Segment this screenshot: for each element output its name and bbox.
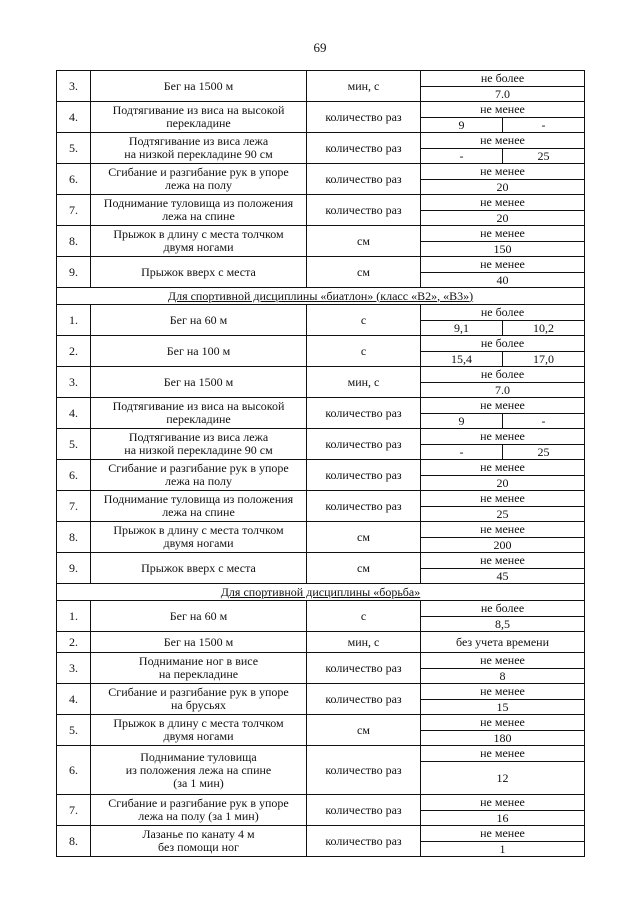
standard-row bbox=[57, 336, 585, 367]
unit-of-measure: с bbox=[307, 336, 421, 367]
exercise-name-line: Подтягивание из виса на высокой bbox=[112, 103, 285, 117]
exercise-name-line: Поднимание ног в висе bbox=[138, 654, 259, 668]
unit-of-measure: с bbox=[307, 601, 421, 632]
norm-condition: не менее bbox=[421, 746, 584, 762]
norm-value-cell bbox=[421, 491, 585, 522]
norm-condition: не более bbox=[421, 601, 584, 617]
norm-value: 180 bbox=[493, 731, 512, 745]
unit-of-measure: количество раз bbox=[307, 795, 421, 826]
exercise-name-line: лежа на полу bbox=[165, 474, 232, 488]
norm-value: 25 bbox=[502, 445, 584, 459]
exercise-name-line: Сгибание и разгибание рук в упоре bbox=[108, 165, 289, 179]
unit-of-measure: см bbox=[307, 553, 421, 584]
norm-value-cell bbox=[421, 195, 585, 226]
norm-value: без учета времени bbox=[456, 635, 549, 649]
norm-condition: не более bbox=[421, 305, 584, 321]
norm-value-cell bbox=[421, 305, 585, 336]
standard-row bbox=[57, 429, 585, 460]
exercise-name-line: на брусьях bbox=[170, 698, 226, 712]
section-header-cell bbox=[57, 584, 585, 601]
exercise-name bbox=[91, 164, 307, 195]
norm-value: 7.0 bbox=[495, 383, 510, 397]
norm-value: - bbox=[502, 118, 584, 132]
row-number: 2. bbox=[57, 336, 91, 367]
norm-values-split bbox=[421, 445, 584, 459]
exercise-name bbox=[91, 133, 307, 164]
standard-row bbox=[57, 195, 585, 226]
norm-value: 20 bbox=[496, 476, 509, 490]
norm-value: - bbox=[502, 414, 584, 428]
exercise-name bbox=[91, 429, 307, 460]
norm-value: - bbox=[459, 149, 464, 163]
norm-value: 17,0 bbox=[502, 352, 584, 366]
exercise-name-line: лежа на полу bbox=[165, 178, 232, 192]
unit-of-measure: количество раз bbox=[307, 398, 421, 429]
exercise-name bbox=[91, 553, 307, 584]
exercise-name-line: на низкой перекладине 90 см bbox=[124, 147, 273, 161]
norm-value: 25 bbox=[502, 149, 584, 163]
exercise-name-line: лежа на полу (за 1 мин) bbox=[138, 809, 259, 823]
norm-condition: не менее bbox=[421, 553, 584, 569]
standard-row bbox=[57, 684, 585, 715]
exercise-name bbox=[91, 226, 307, 257]
row-number: 2. bbox=[57, 632, 91, 653]
standard-row bbox=[57, 826, 585, 857]
row-number: 4. bbox=[57, 684, 91, 715]
norm-value: 7.0 bbox=[495, 87, 510, 101]
exercise-name-line: Сгибание и разгибание рук в упоре bbox=[108, 685, 289, 699]
exercise-name-line: двумя ногами bbox=[163, 536, 234, 550]
norm-value-cell bbox=[421, 71, 585, 102]
exercise-name-line: Бег на 100 м bbox=[166, 343, 231, 358]
row-number: 4. bbox=[57, 398, 91, 429]
norm-value: 15 bbox=[496, 700, 509, 714]
norm-condition: не более bbox=[421, 336, 584, 352]
exercise-name-line: лежа на спине bbox=[162, 505, 235, 519]
exercise-name-line: Бег на 1500 м bbox=[163, 78, 234, 93]
norm-value-cell bbox=[421, 826, 585, 857]
standard-row bbox=[57, 460, 585, 491]
norm-condition: не менее bbox=[421, 398, 584, 414]
row-number: 3. bbox=[57, 367, 91, 398]
norm-value: 16 bbox=[496, 811, 509, 825]
norm-value-cell bbox=[421, 746, 585, 795]
exercise-name-line: без помощи ног bbox=[158, 840, 239, 854]
standard-row bbox=[57, 226, 585, 257]
norm-values-split bbox=[421, 118, 584, 132]
exercise-name-line: (за 1 мин) bbox=[173, 775, 224, 790]
exercise-name-line: Прыжок в длину с места толчком bbox=[113, 523, 284, 537]
standard-row bbox=[57, 133, 585, 164]
exercise-name bbox=[91, 746, 307, 795]
exercise-name-line: Прыжок вверх с места bbox=[141, 264, 256, 279]
section-header-cell bbox=[57, 288, 585, 305]
norm-condition: не менее bbox=[421, 522, 584, 538]
norm-value: 8 bbox=[499, 669, 506, 683]
standards-table bbox=[56, 70, 585, 857]
exercise-name-line: Сгибание и разгибание рук в упоре bbox=[108, 461, 289, 475]
unit-of-measure: количество раз bbox=[307, 653, 421, 684]
exercise-name bbox=[91, 684, 307, 715]
unit-of-measure: см bbox=[307, 715, 421, 746]
row-number: 9. bbox=[57, 553, 91, 584]
row-number: 6. bbox=[57, 460, 91, 491]
exercise-name-line: Подтягивание из виса лежа bbox=[128, 134, 269, 148]
norm-value-cell bbox=[421, 601, 585, 632]
exercise-name-line: Бег на 60 м bbox=[169, 608, 228, 623]
norm-value-cell bbox=[421, 632, 585, 653]
standard-row bbox=[57, 305, 585, 336]
unit-of-measure: см bbox=[307, 226, 421, 257]
section-header-row bbox=[57, 584, 585, 601]
norm-condition: не менее bbox=[421, 133, 584, 149]
unit-of-measure: количество раз bbox=[307, 195, 421, 226]
exercise-name-line: двумя ногами bbox=[163, 729, 234, 743]
row-number: 6. bbox=[57, 164, 91, 195]
row-number: 5. bbox=[57, 715, 91, 746]
exercise-name-line: Бег на 1500 м bbox=[163, 374, 234, 389]
exercise-name-line: лежа на спине bbox=[162, 209, 235, 223]
exercise-name bbox=[91, 305, 307, 336]
exercise-name bbox=[91, 102, 307, 133]
norm-condition: не менее bbox=[421, 684, 584, 700]
norm-condition: не менее bbox=[421, 164, 584, 180]
row-number: 7. bbox=[57, 491, 91, 522]
norm-value-cell bbox=[421, 653, 585, 684]
norm-value: 12 bbox=[496, 771, 509, 785]
norm-condition: не менее bbox=[421, 715, 584, 731]
standard-row bbox=[57, 653, 585, 684]
exercise-name bbox=[91, 257, 307, 288]
unit-of-measure: количество раз bbox=[307, 746, 421, 795]
standard-row bbox=[57, 257, 585, 288]
norm-values-split bbox=[421, 321, 584, 335]
unit-of-measure: см bbox=[307, 522, 421, 553]
row-number: 5. bbox=[57, 429, 91, 460]
exercise-name bbox=[91, 367, 307, 398]
standard-row bbox=[57, 746, 585, 795]
norm-value-cell bbox=[421, 795, 585, 826]
exercise-name-line: Подтягивание из виса на высокой bbox=[112, 399, 285, 413]
norm-value-cell bbox=[421, 553, 585, 584]
exercise-name bbox=[91, 601, 307, 632]
norm-value: 20 bbox=[496, 180, 509, 194]
norm-value: 25 bbox=[496, 507, 509, 521]
norm-condition: не менее bbox=[421, 795, 584, 811]
norm-value-cell bbox=[421, 460, 585, 491]
exercise-name-line: Бег на 1500 м bbox=[163, 634, 234, 649]
norm-value-cell bbox=[421, 102, 585, 133]
exercise-name bbox=[91, 398, 307, 429]
standard-row bbox=[57, 491, 585, 522]
unit-of-measure: см bbox=[307, 257, 421, 288]
exercise-name-line: перекладине bbox=[166, 116, 231, 130]
norm-value: 20 bbox=[496, 211, 509, 225]
row-number: 1. bbox=[57, 601, 91, 632]
row-number: 4. bbox=[57, 102, 91, 133]
standards-table-body bbox=[57, 71, 585, 857]
unit-of-measure: количество раз bbox=[307, 826, 421, 857]
exercise-name bbox=[91, 715, 307, 746]
norm-values-split bbox=[421, 149, 584, 163]
unit-of-measure: с bbox=[307, 305, 421, 336]
norm-value: 9,1 bbox=[454, 321, 469, 335]
norm-condition: не менее bbox=[421, 653, 584, 669]
norm-value-cell bbox=[421, 336, 585, 367]
norm-condition: не менее bbox=[421, 826, 584, 842]
row-number: 3. bbox=[57, 653, 91, 684]
norm-value-cell bbox=[421, 133, 585, 164]
row-number: 3. bbox=[57, 71, 91, 102]
row-number: 1. bbox=[57, 305, 91, 336]
norm-value-cell bbox=[421, 715, 585, 746]
row-number: 9. bbox=[57, 257, 91, 288]
norm-value-cell bbox=[421, 398, 585, 429]
standard-row bbox=[57, 795, 585, 826]
norm-value-cell bbox=[421, 367, 585, 398]
standard-row bbox=[57, 715, 585, 746]
standard-row bbox=[57, 632, 585, 653]
unit-of-measure: мин, с bbox=[307, 71, 421, 102]
unit-of-measure: количество раз bbox=[307, 429, 421, 460]
exercise-name-line: Прыжок в длину с места толчком bbox=[113, 716, 284, 730]
norm-value-cell bbox=[421, 429, 585, 460]
exercise-name-line: Прыжок в длину с места толчком bbox=[113, 227, 284, 241]
exercise-name bbox=[91, 195, 307, 226]
norm-condition: не более bbox=[421, 71, 584, 87]
exercise-name-line: Лазанье по канату 4 м bbox=[142, 827, 255, 841]
exercise-name-line: Поднимание туловища из положения bbox=[103, 196, 294, 210]
standard-row bbox=[57, 71, 585, 102]
norm-value-cell bbox=[421, 257, 585, 288]
norm-condition: не менее bbox=[421, 195, 584, 211]
exercise-name-line: из положения лежа на спине bbox=[125, 762, 272, 777]
exercise-name-line: Прыжок вверх с места bbox=[141, 560, 256, 575]
norm-value: 150 bbox=[493, 242, 512, 256]
exercise-name bbox=[91, 491, 307, 522]
row-number: 6. bbox=[57, 746, 91, 795]
norm-condition: не менее bbox=[421, 257, 584, 273]
standard-row bbox=[57, 367, 585, 398]
exercise-name bbox=[91, 522, 307, 553]
row-number: 8. bbox=[57, 826, 91, 857]
row-number: 8. bbox=[57, 226, 91, 257]
unit-of-measure: мин, с bbox=[307, 632, 421, 653]
norm-value: 9 bbox=[458, 118, 465, 132]
norm-value: 1 bbox=[499, 842, 506, 856]
norm-value: - bbox=[459, 445, 464, 459]
norm-condition: не менее bbox=[421, 226, 584, 242]
norm-value: 9 bbox=[458, 414, 465, 428]
section-header: Для спортивной дисциплины «борьба» bbox=[220, 584, 421, 599]
standard-row bbox=[57, 522, 585, 553]
standard-row bbox=[57, 102, 585, 133]
norm-condition: не менее bbox=[421, 460, 584, 476]
norm-value: 200 bbox=[493, 538, 512, 552]
norm-values-split bbox=[421, 414, 584, 428]
exercise-name-line: на перекладине bbox=[158, 667, 239, 681]
row-number: 8. bbox=[57, 522, 91, 553]
unit-of-measure: мин, с bbox=[307, 367, 421, 398]
norm-condition: не менее bbox=[421, 429, 584, 445]
norm-condition: не менее bbox=[421, 102, 584, 118]
row-number: 7. bbox=[57, 195, 91, 226]
exercise-name bbox=[91, 653, 307, 684]
section-header: Для спортивной дисциплины «биатлон» (класс «B2», «B3») bbox=[167, 288, 474, 303]
exercise-name bbox=[91, 795, 307, 826]
norm-value-cell bbox=[421, 684, 585, 715]
exercise-name bbox=[91, 826, 307, 857]
standard-row bbox=[57, 553, 585, 584]
unit-of-measure: количество раз bbox=[307, 133, 421, 164]
unit-of-measure: количество раз bbox=[307, 102, 421, 133]
exercise-name bbox=[91, 71, 307, 102]
exercise-name-line: Поднимание туловища bbox=[140, 749, 257, 764]
exercise-name-line: Бег на 60 м bbox=[169, 312, 228, 327]
row-number: 5. bbox=[57, 133, 91, 164]
row-number: 7. bbox=[57, 795, 91, 826]
unit-of-measure: количество раз bbox=[307, 164, 421, 195]
norm-value: 40 bbox=[496, 273, 509, 287]
norm-condition: не более bbox=[421, 367, 584, 383]
norm-value: 45 bbox=[496, 569, 509, 583]
norm-value: 15,4 bbox=[451, 352, 472, 366]
exercise-name bbox=[91, 460, 307, 491]
unit-of-measure: количество раз bbox=[307, 684, 421, 715]
standard-row bbox=[57, 164, 585, 195]
standard-row bbox=[57, 398, 585, 429]
norm-condition: не менее bbox=[421, 491, 584, 507]
exercise-name-line: на низкой перекладине 90 см bbox=[124, 443, 273, 457]
exercise-name-line: двумя ногами bbox=[163, 240, 234, 254]
exercise-name-line: Подтягивание из виса лежа bbox=[128, 430, 269, 444]
exercise-name bbox=[91, 632, 307, 653]
norm-value: 10,2 bbox=[502, 321, 584, 335]
exercise-name-line: Поднимание туловища из положения bbox=[103, 492, 294, 506]
page-number: 69 bbox=[313, 40, 327, 55]
norm-values-split bbox=[421, 352, 584, 366]
section-header-row bbox=[57, 288, 585, 305]
exercise-name bbox=[91, 336, 307, 367]
norm-value-cell bbox=[421, 164, 585, 195]
unit-of-measure: количество раз bbox=[307, 491, 421, 522]
exercise-name-line: перекладине bbox=[166, 412, 231, 426]
norm-value-cell bbox=[421, 522, 585, 553]
exercise-name-line: Сгибание и разгибание рук в упоре bbox=[108, 796, 289, 810]
unit-of-measure: количество раз bbox=[307, 460, 421, 491]
norm-value: 8,5 bbox=[495, 617, 510, 631]
norm-value-cell bbox=[421, 226, 585, 257]
standard-row bbox=[57, 601, 585, 632]
